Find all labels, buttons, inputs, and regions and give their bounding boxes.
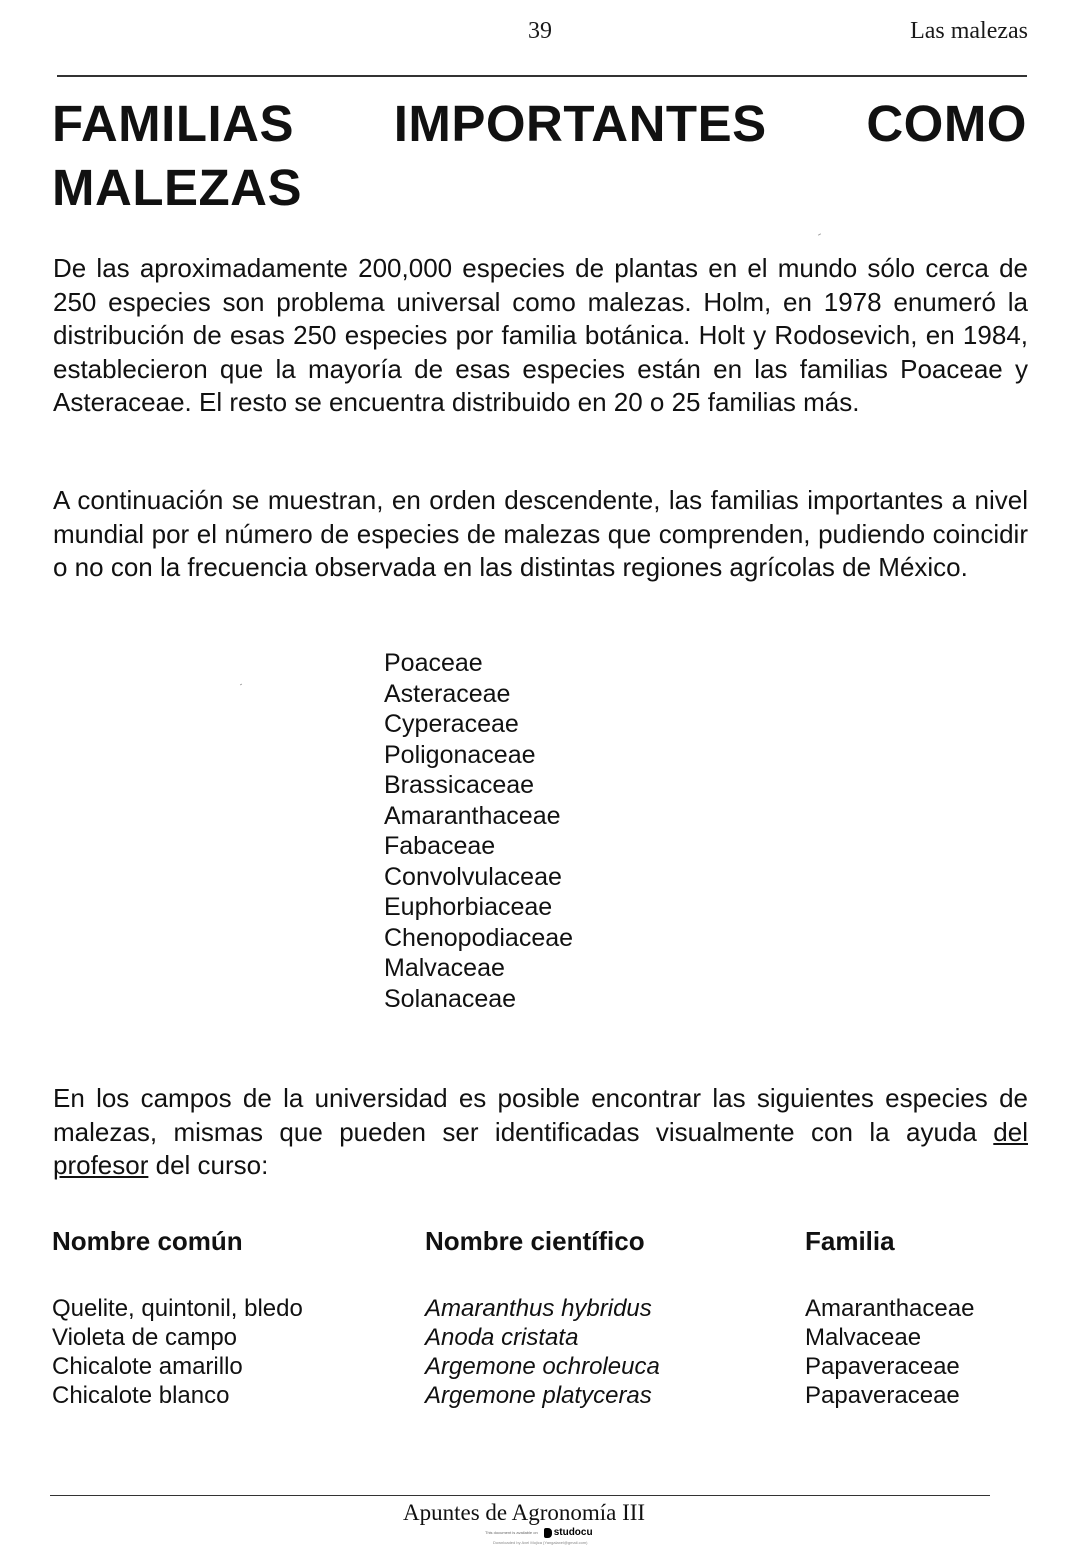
list-item: Euphorbiaceae (384, 893, 553, 921)
species-intro-paragraph (53, 1082, 1028, 1183)
scientific-name-cell: Anoda cristata (425, 1324, 579, 1351)
species-intro-text: En los campos de la universidad es posible encontrar las siguientes especies de malezas, mismas que pueden ser identificadas visualmente con la ayuda (53, 1083, 1028, 1147)
download-note: Downloaded by Axel Mojica (Yangalaxel@gmail.com) (493, 1540, 588, 1545)
list-item: Chenopodiaceae (384, 923, 574, 952)
availability-note: This document is available on (485, 1530, 538, 1535)
list-item: Malvaceae (384, 954, 505, 982)
title-line-2: MALEZAS (52, 159, 302, 216)
header-rule (57, 75, 1027, 77)
footer-rule (50, 1495, 990, 1496)
list-item: Cyperaceae (384, 710, 519, 738)
common-name-cell: Chicalote amarillo (52, 1353, 243, 1380)
list-item: Fabaceae (384, 832, 496, 860)
column-header-family: Familia (805, 1226, 895, 1256)
family-cell: Papaveraceae (805, 1382, 960, 1409)
list-item: Poligonaceae (384, 740, 536, 769)
table-row (52, 1294, 1012, 1323)
list-item: Poaceae (384, 649, 483, 677)
scientific-name-cell: Argemone platyceras (425, 1382, 652, 1409)
species-intro-text-end: del curso: (148, 1150, 269, 1180)
family-cell: Amaranthaceae (805, 1295, 975, 1322)
common-name-cell: Chicalote blanco (52, 1382, 230, 1409)
family-cell: Papaveraceae (805, 1353, 960, 1380)
list-item: Amaranthaceae (384, 801, 561, 830)
table-row (52, 1323, 1012, 1352)
underlined-text: del profesor (53, 1116, 1028, 1180)
family-list (384, 648, 573, 1014)
running-head: Las malezas (910, 18, 1028, 44)
intro-paragraph: De las aproximadamente 200,000 especies de plantas en el mundo sólo cerca de 250 especies son problema universal como malezas. Holm, en 1978 enumeró la distribución de esas 250 especies por familia botánica. Holt y Rodosevich, en 1984, establecieron que la mayoría de esas especies están en las familias Poaceae y Asteraceae. El resto se encuentra distribuido en 20 o 25 familias más. (53, 253, 1028, 417)
page-number: 39 (528, 18, 552, 44)
footer-title: Apuntes de Agronomía III (403, 1500, 646, 1525)
title-word: FAMILIAS (52, 95, 294, 152)
title-word: COMO (866, 95, 1027, 152)
table-row (52, 1352, 1012, 1381)
page-title (52, 92, 1027, 220)
scan-speck (240, 684, 242, 686)
studocu-link[interactable] (544, 1527, 593, 1538)
studocu-logo-icon (544, 1528, 552, 1538)
scientific-name-cell: Argemone ochroleuca (425, 1353, 660, 1380)
common-name-cell: Violeta de campo (52, 1324, 238, 1351)
column-header-scientific-name: Nombre científico (425, 1226, 645, 1256)
common-name-cell: Quelite, quintonil, bledo (52, 1295, 303, 1322)
column-header-common-name: Nombre común (52, 1226, 243, 1256)
title-word: IMPORTANTES (393, 95, 767, 152)
list-item: Asteraceae (384, 679, 511, 708)
scientific-name-cell: Amaranthus hybridus (425, 1295, 652, 1322)
families-intro-paragraph: A continuación se muestran, en orden descendente, las familias importantes a nivel mundial por el número de especies de malezas que comprenden, pudiendo coincidir o no con la frecuencia observada en las distintas regiones agrícolas de México. (53, 485, 1028, 582)
footer-availability (485, 1527, 593, 1538)
scan-speck (818, 233, 821, 235)
family-cell: Malvaceae (805, 1324, 922, 1351)
studocu-brand: studocu (553, 1527, 593, 1538)
list-item: Brassicaceae (384, 771, 535, 799)
list-item: Solanaceae (384, 984, 517, 1013)
table-row (52, 1381, 1012, 1410)
list-item: Convolvulaceae (384, 862, 562, 891)
